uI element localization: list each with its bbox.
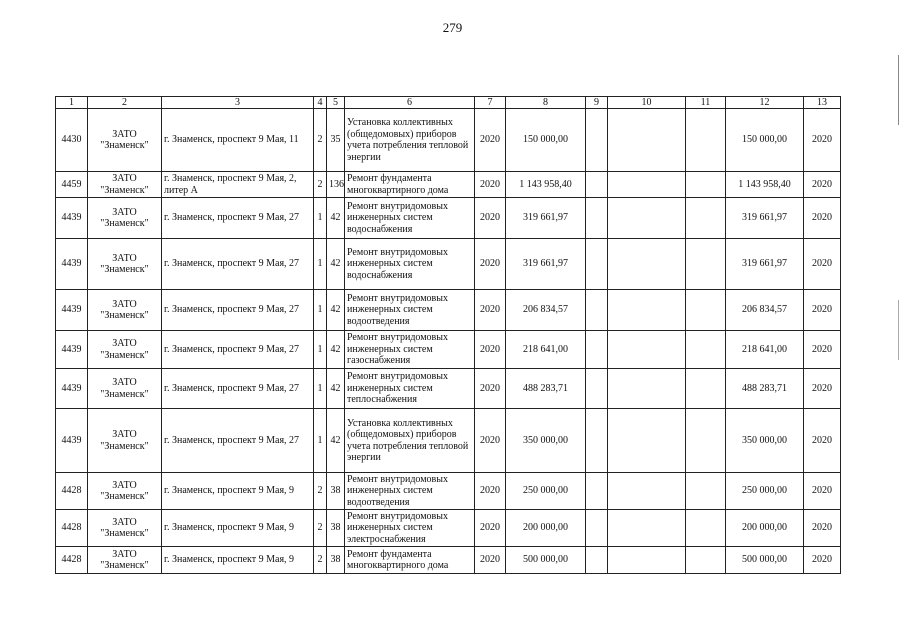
column-number: 5: [327, 97, 345, 109]
col-11-value: [686, 290, 726, 331]
column-number: 1: [56, 97, 88, 109]
col-10-value: [608, 198, 686, 239]
col-4-value: 2: [314, 510, 327, 547]
municipality: ЗАТО "Знаменск": [88, 290, 162, 331]
work-type: Ремонт внутридомовых инженерных систем водоотведения: [345, 290, 475, 331]
work-type: Ремонт внутридомовых инженерных систем газоснабжения: [345, 331, 475, 369]
row-id: 4439: [56, 239, 88, 290]
end-year: 2020: [804, 547, 841, 574]
address: г. Знаменск, проспект 9 Мая, 27: [162, 331, 314, 369]
col-5-value: 38: [327, 510, 345, 547]
col-9-value: [586, 172, 608, 198]
col-4-value: 1: [314, 331, 327, 369]
col-5-value: 42: [327, 331, 345, 369]
col-5-value: 42: [327, 239, 345, 290]
capital-repair-table: [55, 96, 841, 574]
scan-edge-line: [898, 55, 899, 125]
row-id: 4439: [56, 290, 88, 331]
column-number: 4: [314, 97, 327, 109]
row-id: 4439: [56, 409, 88, 473]
col-10-value: [608, 172, 686, 198]
row-id: 4439: [56, 369, 88, 409]
municipality: ЗАТО "Знаменск": [88, 409, 162, 473]
col-9-value: [586, 239, 608, 290]
address: г. Знаменск, проспект 9 Мая, 9: [162, 473, 314, 510]
col-5-value: 42: [327, 198, 345, 239]
year: 2020: [475, 331, 506, 369]
municipality: ЗАТО "Знаменск": [88, 473, 162, 510]
end-year: 2020: [804, 198, 841, 239]
row-id: 4428: [56, 510, 88, 547]
column-number: 6: [345, 97, 475, 109]
col-11-value: [686, 369, 726, 409]
amount: 319 661,97: [506, 198, 586, 239]
col-5-value: 38: [327, 547, 345, 574]
end-year: 2020: [804, 239, 841, 290]
municipality: ЗАТО "Знаменск": [88, 510, 162, 547]
column-number: 10: [608, 97, 686, 109]
document-sheet: [55, 96, 841, 574]
col-10-value: [608, 109, 686, 172]
col-11-value: [686, 510, 726, 547]
col-9-value: [586, 198, 608, 239]
col-4-value: 1: [314, 369, 327, 409]
municipality: ЗАТО "Знаменск": [88, 331, 162, 369]
table-row: [56, 172, 841, 198]
municipality: ЗАТО "Знаменск": [88, 172, 162, 198]
table-row: [56, 239, 841, 290]
col-5-value: 136: [327, 172, 345, 198]
year: 2020: [475, 290, 506, 331]
municipality: ЗАТО "Знаменск": [88, 198, 162, 239]
year: 2020: [475, 369, 506, 409]
year: 2020: [475, 198, 506, 239]
col-4-value: 1: [314, 290, 327, 331]
total-amount: 488 283,71: [726, 369, 804, 409]
amount: 350 000,00: [506, 409, 586, 473]
work-type: Ремонт внутридомовых инженерных систем водоснабжения: [345, 198, 475, 239]
col-4-value: 2: [314, 473, 327, 510]
col-10-value: [608, 331, 686, 369]
work-type: Установка коллективных (общедомовых) приборов учета потребления тепловой энергии: [345, 409, 475, 473]
address: г. Знаменск, проспект 9 Мая, 9: [162, 510, 314, 547]
col-10-value: [608, 369, 686, 409]
column-number: 9: [586, 97, 608, 109]
table-row: [56, 290, 841, 331]
column-number: 13: [804, 97, 841, 109]
address: г. Знаменск, проспект 9 Мая, 27: [162, 369, 314, 409]
col-9-value: [586, 109, 608, 172]
column-number: 2: [88, 97, 162, 109]
col-11-value: [686, 547, 726, 574]
col-5-value: 38: [327, 473, 345, 510]
col-5-value: 35: [327, 109, 345, 172]
work-type: Ремонт внутридомовых инженерных систем водоснабжения: [345, 239, 475, 290]
end-year: 2020: [804, 473, 841, 510]
col-9-value: [586, 290, 608, 331]
column-number: 7: [475, 97, 506, 109]
address: г. Знаменск, проспект 9 Мая, 27: [162, 239, 314, 290]
total-amount: 500 000,00: [726, 547, 804, 574]
amount: 1 143 958,40: [506, 172, 586, 198]
col-11-value: [686, 409, 726, 473]
work-type: Ремонт фундамента многоквартирного дома: [345, 172, 475, 198]
end-year: 2020: [804, 172, 841, 198]
col-11-value: [686, 331, 726, 369]
total-amount: 250 000,00: [726, 473, 804, 510]
column-number: 11: [686, 97, 726, 109]
work-type: Ремонт внутридомовых инженерных систем электроснабжения: [345, 510, 475, 547]
col-10-value: [608, 473, 686, 510]
total-amount: 150 000,00: [726, 109, 804, 172]
row-id: 4439: [56, 198, 88, 239]
col-11-value: [686, 109, 726, 172]
row-id: 4459: [56, 172, 88, 198]
col-10-value: [608, 547, 686, 574]
address: г. Знаменск, проспект 9 Мая, 27: [162, 198, 314, 239]
col-10-value: [608, 290, 686, 331]
column-number: 3: [162, 97, 314, 109]
amount: 218 641,00: [506, 331, 586, 369]
scan-edge-line: [898, 300, 899, 360]
page-number: 279: [442, 20, 463, 35]
amount: 150 000,00: [506, 109, 586, 172]
year: 2020: [475, 109, 506, 172]
col-11-value: [686, 473, 726, 510]
table-row: [56, 547, 841, 574]
total-amount: 218 641,00: [726, 331, 804, 369]
table-row: [56, 198, 841, 239]
address: г. Знаменск, проспект 9 Мая, 11: [162, 109, 314, 172]
col-4-value: 2: [314, 109, 327, 172]
col-11-value: [686, 172, 726, 198]
total-amount: 1 143 958,40: [726, 172, 804, 198]
municipality: ЗАТО "Знаменск": [88, 109, 162, 172]
row-id: 4439: [56, 331, 88, 369]
col-5-value: 42: [327, 369, 345, 409]
col-9-value: [586, 331, 608, 369]
table-row: [56, 473, 841, 510]
col-4-value: 1: [314, 239, 327, 290]
year: 2020: [475, 409, 506, 473]
end-year: 2020: [804, 290, 841, 331]
col-5-value: 42: [327, 409, 345, 473]
col-11-value: [686, 198, 726, 239]
col-11-value: [686, 239, 726, 290]
municipality: ЗАТО "Знаменск": [88, 547, 162, 574]
col-10-value: [608, 510, 686, 547]
table-row: [56, 369, 841, 409]
col-9-value: [586, 473, 608, 510]
year: 2020: [475, 239, 506, 290]
total-amount: 319 661,97: [726, 239, 804, 290]
amount: 319 661,97: [506, 239, 586, 290]
amount: 200 000,00: [506, 510, 586, 547]
table-row: [56, 510, 841, 547]
col-4-value: 2: [314, 547, 327, 574]
end-year: 2020: [804, 369, 841, 409]
col-4-value: 1: [314, 409, 327, 473]
column-number: 8: [506, 97, 586, 109]
amount: 206 834,57: [506, 290, 586, 331]
row-id: 4428: [56, 547, 88, 574]
end-year: 2020: [804, 109, 841, 172]
col-10-value: [608, 409, 686, 473]
total-amount: 350 000,00: [726, 409, 804, 473]
amount: 488 283,71: [506, 369, 586, 409]
total-amount: 200 000,00: [726, 510, 804, 547]
col-4-value: 1: [314, 198, 327, 239]
work-type: Ремонт фундамента многоквартирного дома: [345, 547, 475, 574]
year: 2020: [475, 473, 506, 510]
total-amount: 319 661,97: [726, 198, 804, 239]
end-year: 2020: [804, 409, 841, 473]
municipality: ЗАТО "Знаменск": [88, 239, 162, 290]
end-year: 2020: [804, 510, 841, 547]
total-amount: 206 834,57: [726, 290, 804, 331]
column-number: 12: [726, 97, 804, 109]
table-row: [56, 109, 841, 172]
address: г. Знаменск, проспект 9 Мая, 2, литер А: [162, 172, 314, 198]
amount: 250 000,00: [506, 473, 586, 510]
col-5-value: 42: [327, 290, 345, 331]
col-9-value: [586, 369, 608, 409]
row-id: 4430: [56, 109, 88, 172]
col-9-value: [586, 510, 608, 547]
col-9-value: [586, 547, 608, 574]
year: 2020: [475, 547, 506, 574]
col-9-value: [586, 409, 608, 473]
row-id: 4428: [56, 473, 88, 510]
col-10-value: [608, 239, 686, 290]
work-type: Ремонт внутридомовых инженерных систем теплоснабжения: [345, 369, 475, 409]
year: 2020: [475, 172, 506, 198]
address: г. Знаменск, проспект 9 Мая, 27: [162, 290, 314, 331]
end-year: 2020: [804, 331, 841, 369]
address: г. Знаменск, проспект 9 Мая, 27: [162, 409, 314, 473]
work-type: Ремонт внутридомовых инженерных систем водоотведения: [345, 473, 475, 510]
column-number-row: [56, 97, 841, 109]
municipality: ЗАТО "Знаменск": [88, 369, 162, 409]
address: г. Знаменск, проспект 9 Мая, 9: [162, 547, 314, 574]
table-row: [56, 331, 841, 369]
table-row: [56, 409, 841, 473]
amount: 500 000,00: [506, 547, 586, 574]
work-type: Установка коллективных (общедомовых) приборов учета потребления тепловой энергии: [345, 109, 475, 172]
year: 2020: [475, 510, 506, 547]
col-4-value: 2: [314, 172, 327, 198]
